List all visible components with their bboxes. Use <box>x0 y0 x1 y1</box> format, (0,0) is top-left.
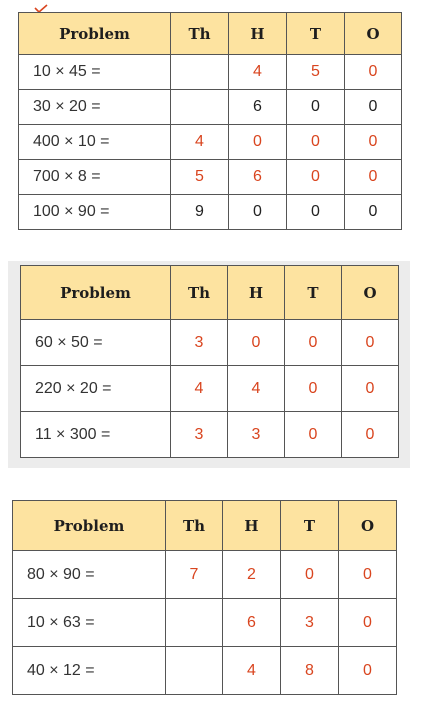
h-digit-cell: 0 <box>228 320 285 366</box>
h-digit-cell: 6 <box>223 599 281 647</box>
header-problem: Problem <box>19 13 171 55</box>
table-row <box>19 160 402 195</box>
header-th: Th <box>171 266 228 320</box>
h-digit-cell: 4 <box>229 55 287 90</box>
t-digit-cell: 0 <box>281 551 339 599</box>
t-digit-cell: 0 <box>287 195 345 230</box>
problem-cell: 60 × 50 = <box>21 320 171 366</box>
problem-cell: 400 × 10 = <box>19 125 171 160</box>
t-digit-cell: 0 <box>285 412 342 458</box>
header-th: Th <box>171 13 229 55</box>
h-digit-cell: 0 <box>229 125 287 160</box>
h-digit-cell: 3 <box>228 412 285 458</box>
t-digit-cell: 0 <box>287 90 345 125</box>
header-problem: Problem <box>13 501 166 551</box>
header-t: T <box>285 266 342 320</box>
header-problem: Problem <box>21 266 171 320</box>
problem-cell: 80 × 90 = <box>13 551 166 599</box>
place-value-table-2-container <box>8 261 410 468</box>
o-digit-cell: 0 <box>339 647 397 695</box>
h-digit-cell: 4 <box>223 647 281 695</box>
t-digit-cell: 0 <box>285 320 342 366</box>
place-value-table-2 <box>20 265 399 458</box>
place-value-table-3 <box>12 500 397 695</box>
problem-cell: 700 × 8 = <box>19 160 171 195</box>
t-digit-cell: 0 <box>287 160 345 195</box>
h-digit-cell: 2 <box>223 551 281 599</box>
o-digit-cell: 0 <box>339 599 397 647</box>
o-digit-cell: 0 <box>345 55 402 90</box>
problem-cell: 220 × 20 = <box>21 366 171 412</box>
header-h: H <box>223 501 281 551</box>
table-row <box>21 412 399 458</box>
th-digit-cell: 9 <box>171 195 229 230</box>
th-digit-cell <box>171 90 229 125</box>
th-digit-cell <box>166 647 223 695</box>
h-digit-cell: 6 <box>229 90 287 125</box>
o-digit-cell: 0 <box>342 366 399 412</box>
header-h: H <box>229 13 287 55</box>
header-t: T <box>287 13 345 55</box>
table-row <box>13 599 397 647</box>
o-digit-cell: 0 <box>345 195 402 230</box>
t-digit-cell: 5 <box>287 55 345 90</box>
problem-cell: 100 × 90 = <box>19 195 171 230</box>
h-digit-cell: 0 <box>229 195 287 230</box>
o-digit-cell: 0 <box>339 551 397 599</box>
table-row <box>19 90 402 125</box>
header-o: O <box>345 13 402 55</box>
th-digit-cell: 4 <box>171 125 229 160</box>
th-digit-cell: 7 <box>166 551 223 599</box>
table-row <box>19 125 402 160</box>
table-row <box>19 195 402 230</box>
th-digit-cell: 3 <box>171 320 228 366</box>
place-value-table-1-container <box>18 12 402 230</box>
table-row <box>19 55 402 90</box>
problem-cell: 11 × 300 = <box>21 412 171 458</box>
t-digit-cell: 8 <box>281 647 339 695</box>
th-digit-cell <box>166 599 223 647</box>
problem-cell: 30 × 20 = <box>19 90 171 125</box>
place-value-table-3-container <box>12 500 397 695</box>
th-digit-cell: 4 <box>171 366 228 412</box>
header-o: O <box>342 266 399 320</box>
t-digit-cell: 0 <box>287 125 345 160</box>
th-digit-cell: 3 <box>171 412 228 458</box>
t-digit-cell: 3 <box>281 599 339 647</box>
header-th: Th <box>166 501 223 551</box>
t-digit-cell: 0 <box>285 366 342 412</box>
th-digit-cell <box>171 55 229 90</box>
o-digit-cell: 0 <box>342 320 399 366</box>
o-digit-cell: 0 <box>345 125 402 160</box>
table-row <box>21 366 399 412</box>
table-row <box>13 647 397 695</box>
table-row <box>21 320 399 366</box>
h-digit-cell: 4 <box>228 366 285 412</box>
o-digit-cell: 0 <box>342 412 399 458</box>
problem-cell: 10 × 63 = <box>13 599 166 647</box>
table-row <box>13 551 397 599</box>
problem-cell: 40 × 12 = <box>13 647 166 695</box>
header-t: T <box>281 501 339 551</box>
o-digit-cell: 0 <box>345 160 402 195</box>
th-digit-cell: 5 <box>171 160 229 195</box>
place-value-table-1 <box>18 12 402 230</box>
problem-cell: 10 × 45 = <box>19 55 171 90</box>
h-digit-cell: 6 <box>229 160 287 195</box>
header-o: O <box>339 501 397 551</box>
o-digit-cell: 0 <box>345 90 402 125</box>
header-h: H <box>228 266 285 320</box>
